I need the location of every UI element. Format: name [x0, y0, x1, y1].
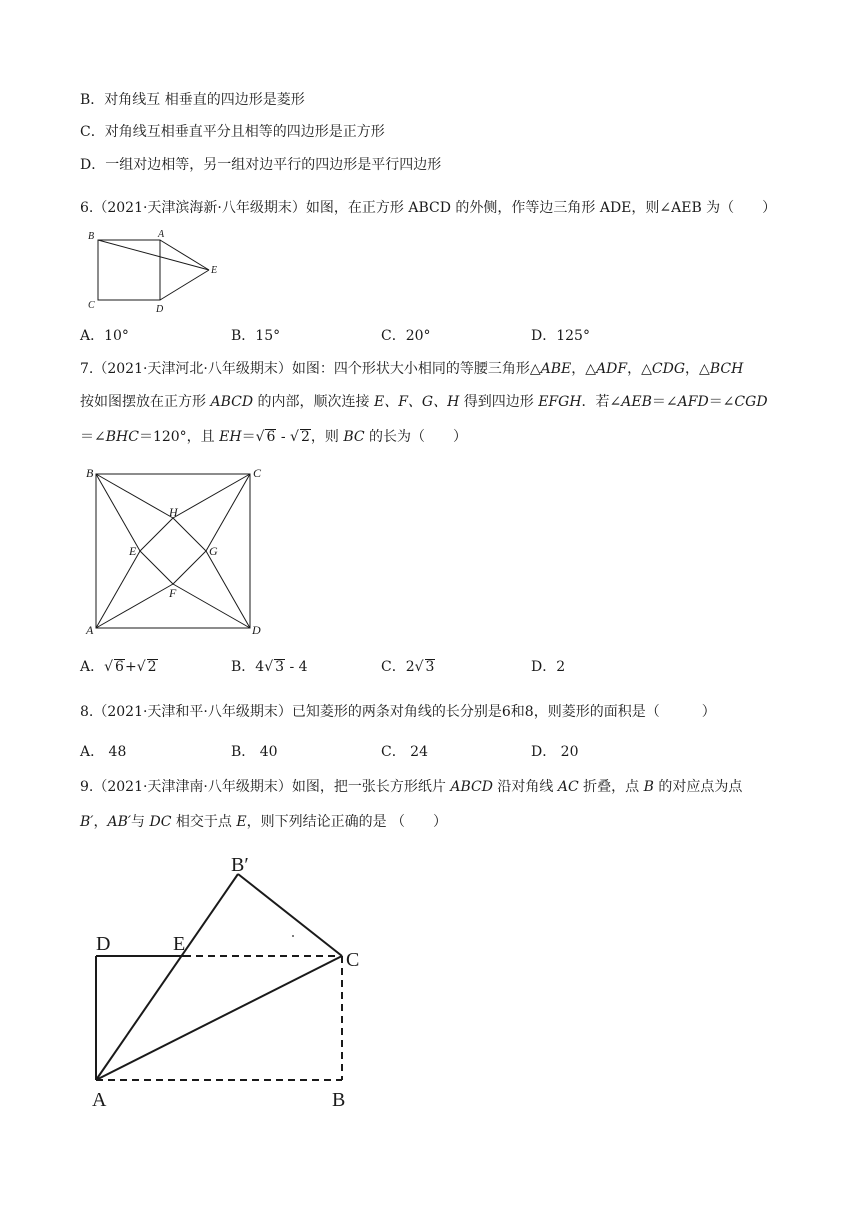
q7-text: 得到四边形 — [459, 394, 539, 410]
q6-figure — [85, 228, 225, 318]
q9-segment-ab-prime — [96, 874, 238, 1080]
q7-label-d: D — [252, 623, 261, 637]
q9-var: B — [643, 779, 654, 795]
q7-segment-dg — [206, 551, 250, 628]
q7-var: EH — [219, 429, 242, 445]
q7-label-b: B — [86, 466, 94, 480]
q7-stem-text: 7.（2021·天津河北·八年级期末）如图：四个形状大小相同的等腰三角形△ — [80, 361, 541, 377]
q9-label-b: B — [332, 1089, 346, 1111]
q7-var: CGD — [734, 394, 768, 410]
q5-option-d: D．一组对边相等，另一组对边平行的四边形是平行四边形 — [80, 157, 442, 173]
q7-stem-line3 — [80, 427, 467, 447]
q7-text: 的长为（ ） — [364, 429, 468, 445]
q6-option-b: B．15° — [231, 328, 281, 344]
q7-sep: ，△ — [627, 361, 652, 377]
q7-segment-cg — [206, 474, 250, 551]
q6-segment-ae — [160, 240, 209, 270]
q8-option-a: A． 48 — [80, 744, 127, 760]
q9-label-c: C — [346, 949, 360, 971]
q5-option-b: B．对角线互 相垂直的四边形是菱形 — [80, 92, 305, 108]
q6-segment-de — [160, 270, 209, 300]
q7-option-a — [80, 657, 158, 677]
q9-text: 与 — [131, 814, 150, 830]
sqrt-icon: √ — [290, 429, 299, 445]
q6-option-c: C．20° — [381, 328, 431, 344]
q7-sep: ，△ — [571, 361, 597, 377]
q7-option-text: C．2 — [381, 659, 415, 675]
q7-var: BHC — [105, 429, 139, 445]
q7-segment-ae — [96, 551, 140, 628]
q9-stem-line2 — [80, 812, 447, 832]
q7-label-f: F — [169, 586, 177, 600]
q7-option-text: + — [124, 659, 137, 675]
q8-option-d: D． 20 — [531, 744, 579, 760]
q9-text: 折叠，点 — [578, 779, 644, 795]
q9-var: ABCD — [450, 779, 493, 795]
q7-label-a: A — [86, 623, 94, 637]
q8-option-b: B． 40 — [231, 744, 278, 760]
sqrt-icon: √ — [414, 659, 424, 675]
q6-label-a: A — [158, 229, 165, 240]
q7-var: E、F、G、H — [373, 394, 460, 410]
q6-option-a: A．10° — [80, 328, 129, 344]
q8-option-c: C． 24 — [381, 744, 428, 760]
q9-text: 9.（2021·天津津南·八年级期末）如图，把一张长方形纸片 — [80, 779, 451, 795]
q7-quad-efgh — [140, 518, 206, 584]
sqrt-icon: √ — [264, 659, 274, 675]
q9-var: DC — [149, 814, 172, 830]
q7-label-e: E — [129, 544, 137, 558]
q7-var: EFGH — [538, 394, 582, 410]
q9-dot-mark — [292, 935, 294, 937]
q9-text: ， — [93, 814, 108, 830]
q7-radicand: 2 — [147, 659, 157, 675]
q9-label-d: D — [96, 933, 111, 955]
sqrt-icon: √ — [104, 659, 114, 675]
q6-label-b: B — [88, 231, 95, 242]
q7-text: 按如图摆放在正方形 — [80, 394, 211, 410]
q5-option-c: C．对角线互相垂直平分且相等的四边形是正方形 — [80, 124, 385, 140]
q9-var: AC — [557, 779, 579, 795]
q7-option-text: A． — [80, 659, 105, 675]
q7-text: - — [276, 429, 291, 445]
q9-text: 相交于点 — [171, 814, 237, 830]
q7-triangle-adf: ADF — [596, 361, 628, 377]
q9-var: E — [236, 814, 247, 830]
q7-text: ＝ — [241, 429, 256, 445]
q6-option-d: D．125° — [531, 328, 590, 344]
q9-var: AB′ — [107, 814, 132, 830]
q7-option-text: B．4 — [231, 659, 265, 675]
q7-figure — [80, 466, 270, 641]
q7-label-c: C — [253, 466, 262, 480]
q7-radicand: 2 — [300, 429, 310, 445]
q6-label-c: C — [88, 300, 95, 311]
q7-var: BC — [343, 429, 365, 445]
q7-label-h: H — [169, 505, 178, 519]
q7-text: ＝∠ — [708, 394, 735, 410]
q9-segment-ac — [96, 956, 342, 1080]
q7-var: ABCD — [210, 394, 254, 410]
q6-label-e: E — [211, 265, 218, 276]
q9-segment-b-prime-c — [238, 874, 342, 956]
q9-text: 沿对角线 — [492, 779, 558, 795]
q7-option-c — [381, 657, 435, 677]
q7-text: ＝∠ — [80, 429, 106, 445]
q6-stem: 6.（2021·天津滨海新·八年级期末）如图，在正方形 ABCD 的外侧，作等边三角形 ADE，则∠AEB 为（ ） — [80, 200, 777, 216]
q7-text: ＝∠ — [651, 394, 678, 410]
q7-option-text: - 4 — [285, 659, 308, 675]
q7-sep: ，△ — [685, 361, 710, 377]
q7-triangle-cdg: CDG — [651, 361, 686, 377]
q7-segment-ch — [173, 474, 250, 518]
q7-square — [96, 474, 250, 628]
q7-text: ＝120°，且 — [138, 429, 220, 445]
q7-radicand: 6 — [115, 659, 124, 675]
q9-label-e: E — [173, 933, 186, 955]
q9-stem-line1 — [80, 777, 742, 797]
q7-stem-line1 — [80, 359, 743, 379]
q7-triangle-bch: BCH — [709, 361, 744, 377]
q7-stem-line2 — [80, 392, 768, 412]
q6-square — [98, 240, 160, 300]
q7-segment-bh — [96, 474, 173, 518]
q8-stem: 8.（2021·天津和平·八年级期末）已知菱形的两条对角线的长分别是6和8，则菱形的面积是（ ） — [80, 704, 716, 720]
q9-text: 的对应点为点 — [653, 779, 743, 795]
q9-figure — [80, 850, 380, 1115]
q7-segment-be — [96, 474, 140, 551]
q9-label-a: A — [92, 1089, 107, 1111]
q7-text: ．若∠ — [581, 394, 622, 410]
q7-var: AFD — [677, 394, 709, 410]
q9-label-b-prime: B′ — [231, 854, 249, 876]
q9-text: ，则下列结论正确的是 （ ） — [246, 814, 448, 830]
sqrt-icon: √ — [136, 659, 146, 675]
q7-radicand: 3 — [275, 659, 285, 675]
q7-radicand: 3 — [425, 659, 435, 675]
q7-option-b — [231, 657, 308, 677]
q6-segment-be — [98, 240, 209, 270]
q7-var: AEB — [621, 394, 652, 410]
q7-label-g: G — [209, 544, 218, 558]
q7-triangle-abe: ABE — [540, 361, 572, 377]
sqrt-icon: √ — [255, 429, 265, 445]
q7-radicand: 6 — [266, 429, 276, 445]
q7-text: 的内部，顺次连接 — [253, 394, 374, 410]
q9-var: B′ — [80, 814, 94, 830]
q7-segment-df — [173, 584, 250, 628]
q7-option-d: D．2 — [531, 659, 566, 675]
q6-label-d: D — [156, 304, 164, 315]
q7-segment-af — [96, 584, 173, 628]
q7-text: ，则 — [310, 429, 344, 445]
